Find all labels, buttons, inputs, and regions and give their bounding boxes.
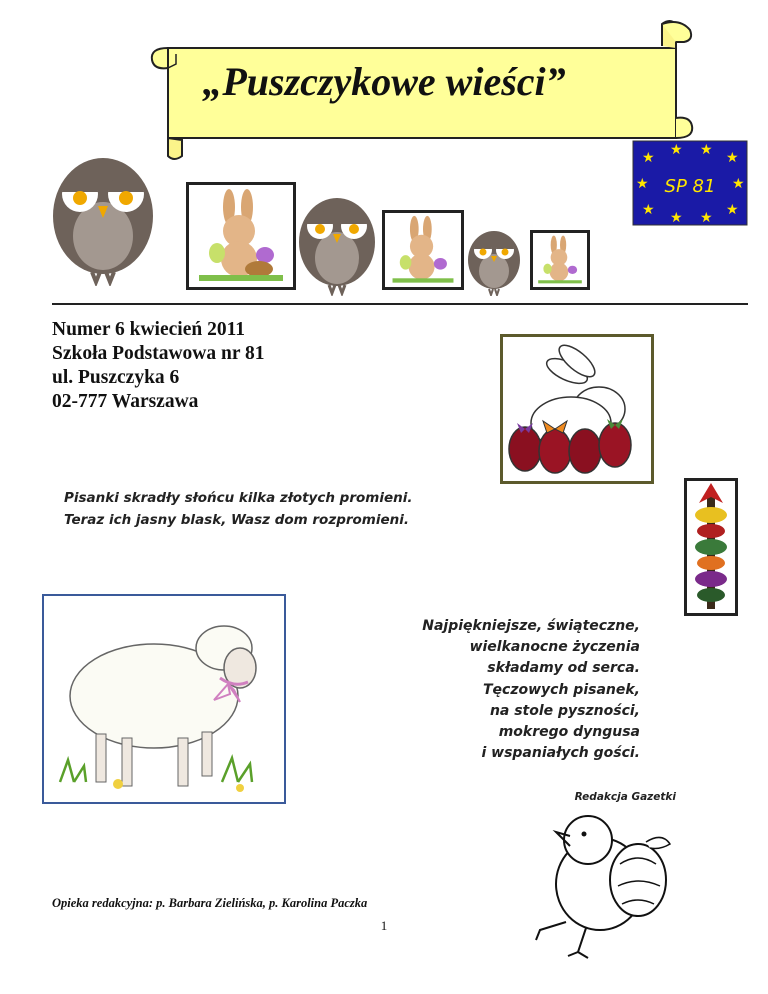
city-line: 02-777 Warszawa [52, 391, 199, 412]
issue-info [52, 318, 265, 414]
school-logo [632, 140, 748, 226]
svg-text:★: ★ [670, 142, 683, 158]
svg-text:★: ★ [732, 176, 745, 192]
page-number: 1 [380, 918, 388, 933]
bunny-frame-3 [530, 230, 590, 290]
wishes-poem [368, 616, 640, 764]
lamb-image [44, 596, 284, 802]
easter-palm-image [687, 481, 735, 613]
owl-small [466, 230, 522, 296]
lamb-frame [42, 594, 286, 804]
bunny-image [533, 233, 587, 287]
bunny-eggs-frame [500, 334, 654, 484]
svg-text:★: ★ [642, 150, 655, 166]
street-line: ul. Puszczyka 6 [52, 367, 180, 388]
bunny-frame-2 [382, 210, 464, 290]
editors-credit: Opieka redakcyjna: p. Barbara Zielińska, p. Karolina Paczka [52, 896, 368, 910]
svg-text:★: ★ [700, 142, 713, 158]
owl-large [50, 156, 156, 286]
svg-text:★: ★ [636, 176, 649, 192]
poem-line: Pisanki skradły słońcu kilka złotych promieni. [64, 490, 413, 506]
school-logo-text: SP 81 [664, 176, 716, 197]
header-divider [52, 303, 748, 305]
issue-line: Numer 6 kwiecień 2011 [52, 319, 246, 340]
svg-text:★: ★ [726, 150, 739, 166]
svg-text:★: ★ [670, 210, 683, 226]
svg-text:★: ★ [700, 210, 713, 226]
bunny-image [189, 185, 293, 287]
svg-text:★: ★ [726, 202, 739, 218]
signature: Redakcja Gazetki [574, 791, 676, 803]
wishes-line: Tęczowych pisanek, [482, 681, 640, 698]
wishes-line: mokrego dyngusa [498, 724, 640, 741]
owl-medium [296, 196, 378, 296]
easter-palm-frame [684, 478, 738, 616]
bunny-image [385, 213, 461, 287]
short-poem [64, 487, 412, 531]
bunny-eggs-image [503, 337, 651, 481]
page-title: „Puszczykowe wieści” [202, 59, 566, 104]
wishes-line: wielkanocne życzenia [469, 639, 640, 656]
wishes-line: składamy od serca. [487, 660, 640, 677]
wishes-line: Najpiękniejsze, świąteczne, [422, 618, 640, 634]
poem-line: Teraz ich jasny blask, Wasz dom rozpromieni. [64, 512, 410, 528]
chick-image [526, 812, 692, 962]
bunny-frame-1 [186, 182, 296, 290]
wishes-line: na stole pyszności, [489, 702, 640, 719]
svg-text:★: ★ [642, 202, 655, 218]
wishes-line: i wspaniałych gości. [481, 745, 640, 762]
school-name-line: Szkoła Podstawowa nr 81 [52, 343, 265, 364]
